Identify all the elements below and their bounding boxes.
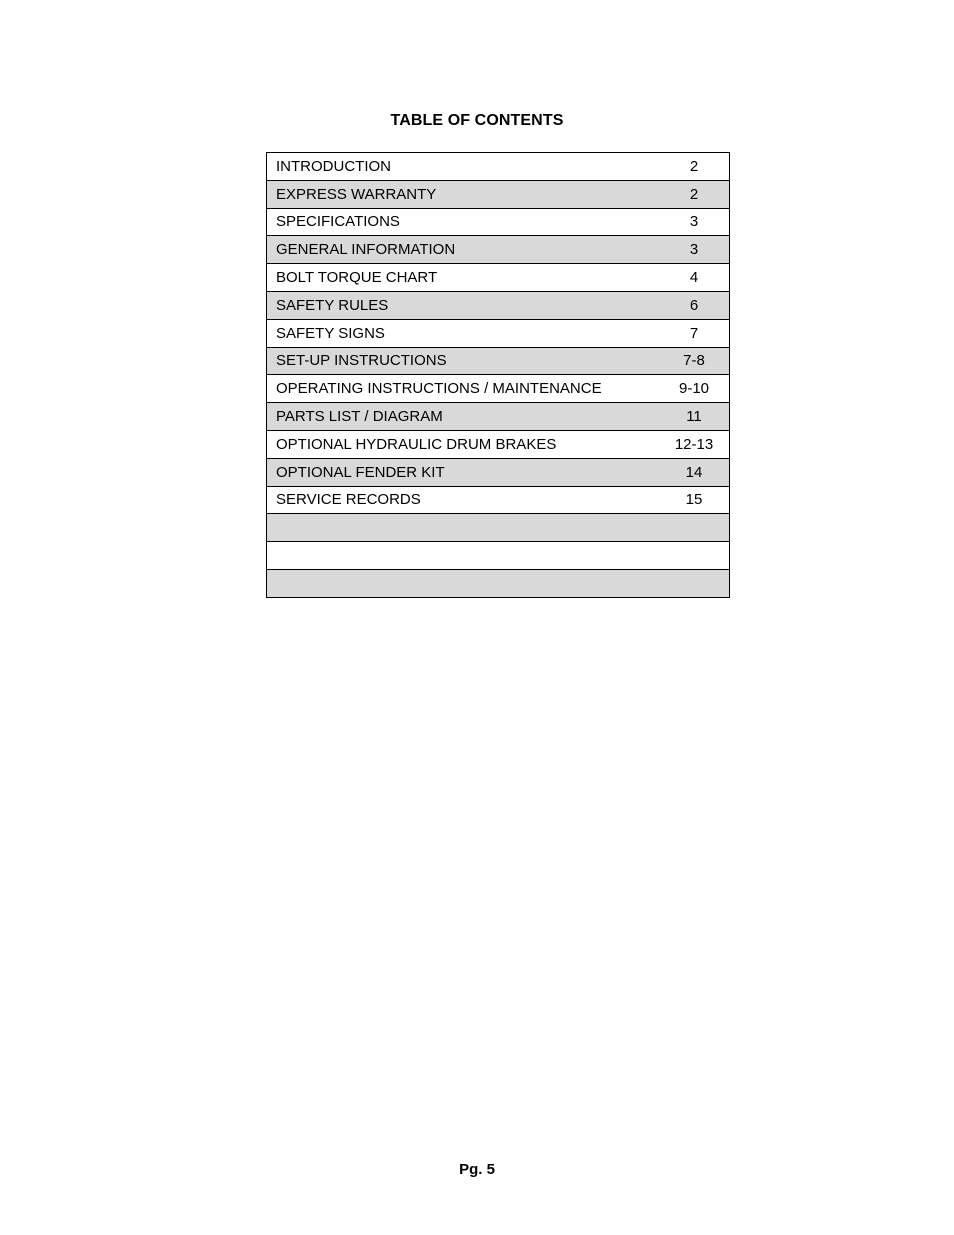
toc-row-empty (267, 569, 730, 597)
toc-entry-page: 2 (659, 180, 730, 208)
toc-row (267, 291, 730, 319)
toc-entry-page: 11 (659, 403, 730, 431)
toc-entry-label: SET-UP INSTRUCTIONS (267, 347, 660, 375)
toc-row-empty (267, 542, 730, 570)
toc-entry-label: PARTS LIST / DIAGRAM (267, 403, 660, 431)
toc-row (267, 403, 730, 431)
toc-entry-label: SAFETY RULES (267, 291, 660, 319)
toc-entry-page: 4 (659, 264, 730, 292)
toc-row-empty (267, 514, 730, 542)
toc-entry-label (267, 569, 660, 597)
toc-entry-label: OPTIONAL FENDER KIT (267, 458, 660, 486)
toc-entry-page: 15 (659, 486, 730, 514)
toc-entry-label (267, 514, 660, 542)
toc-entry-page: 7 (659, 319, 730, 347)
page-title: TABLE OF CONTENTS (390, 112, 564, 129)
toc-entry-page: 6 (659, 291, 730, 319)
toc-row (267, 375, 730, 403)
toc-row (267, 264, 730, 292)
toc-row (267, 153, 730, 181)
toc-entry-page: 12-13 (659, 430, 730, 458)
toc-row (267, 347, 730, 375)
toc-entry-page (659, 569, 730, 597)
toc-row (267, 430, 730, 458)
toc-row (267, 458, 730, 486)
toc-entry-page: 3 (659, 236, 730, 264)
toc-entry-label: SAFETY SIGNS (267, 319, 660, 347)
toc-entry-label: SPECIFICATIONS (267, 208, 660, 236)
toc-entry-label: INTRODUCTION (267, 153, 660, 181)
toc-entry-label (267, 542, 660, 570)
toc-entry-page: 14 (659, 458, 730, 486)
toc-entry-label: OPERATING INSTRUCTIONS / MAINTENANCE (267, 375, 660, 403)
toc-entry-page: 3 (659, 208, 730, 236)
toc-row (267, 180, 730, 208)
toc-entry-page: 9-10 (659, 375, 730, 403)
toc-row (267, 236, 730, 264)
toc-entry-page: 2 (659, 153, 730, 181)
toc-entry-label: GENERAL INFORMATION (267, 236, 660, 264)
toc-row (267, 208, 730, 236)
toc-entry-label: BOLT TORQUE CHART (267, 264, 660, 292)
toc-entry-page (659, 542, 730, 570)
toc-entry-label: SERVICE RECORDS (267, 486, 660, 514)
toc-entry-page (659, 514, 730, 542)
page-number: Pg. 5 (459, 1161, 495, 1178)
toc-row (267, 486, 730, 514)
toc-entry-label: EXPRESS WARRANTY (267, 180, 660, 208)
toc-entry-label: OPTIONAL HYDRAULIC DRUM BRAKES (267, 430, 660, 458)
toc-row (267, 319, 730, 347)
toc-table (266, 152, 730, 598)
toc-entry-page: 7-8 (659, 347, 730, 375)
